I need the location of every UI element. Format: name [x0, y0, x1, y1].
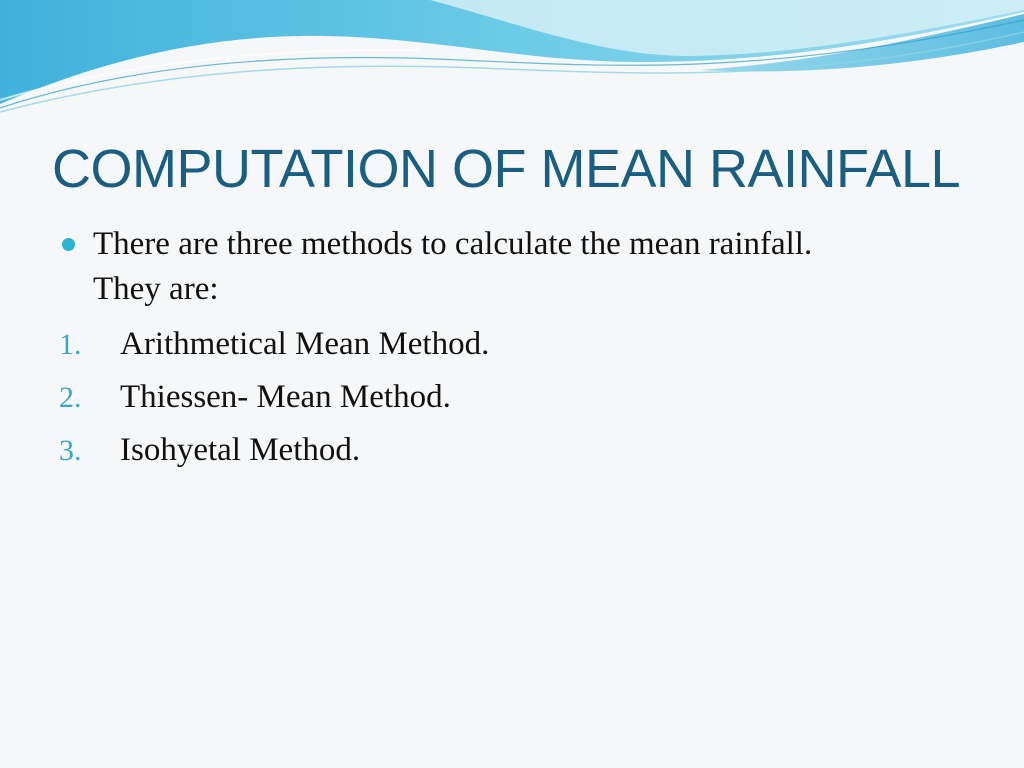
- header-wave-decoration: [0, 0, 1024, 130]
- slide-title: COMPUTATION OF MEAN RAINFALL: [52, 139, 961, 199]
- method-label: Arithmetical Mean Method.: [120, 326, 490, 362]
- method-label: Thiessen- Mean Method.: [120, 379, 451, 415]
- list-number: 3.: [59, 434, 82, 467]
- list-item-method-2: [56, 371, 956, 424]
- list-number: 2.: [59, 381, 82, 414]
- bullet-dot-icon: [62, 238, 75, 251]
- slide-content: [56, 222, 956, 477]
- intro-bullet: [56, 222, 956, 312]
- list-number: 1.: [59, 328, 82, 361]
- list-item-method-3: [56, 424, 956, 477]
- method-label: Isohyetal Method.: [120, 432, 361, 468]
- intro-line-1: There are three methods to calculate the mean rainfall.: [93, 226, 813, 262]
- intro-line-2: They are:: [93, 271, 219, 307]
- list-item-method-1: [56, 318, 956, 371]
